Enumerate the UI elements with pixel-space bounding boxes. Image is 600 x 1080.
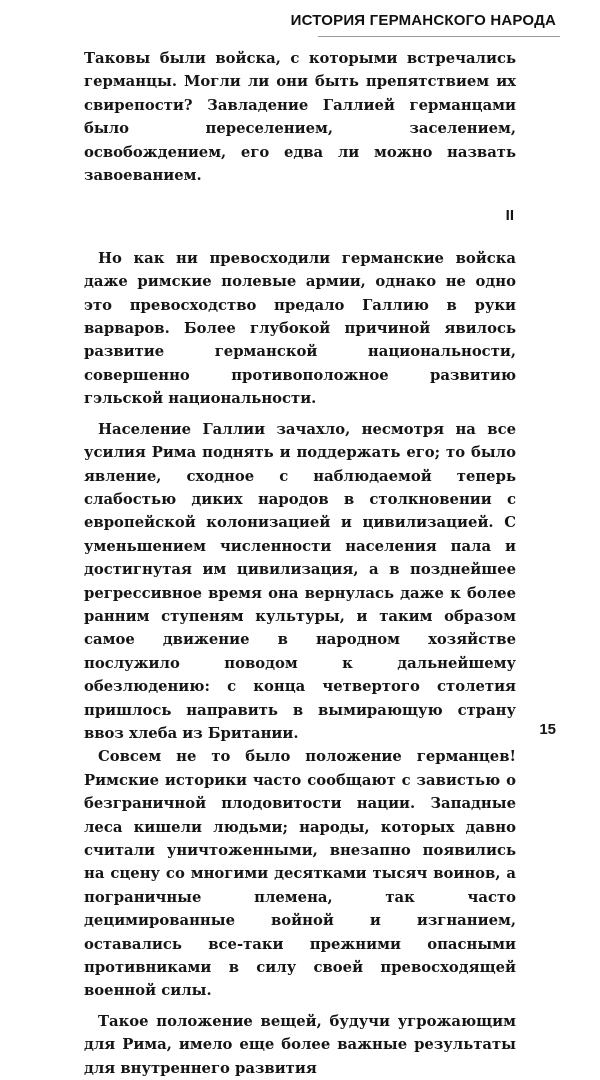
page-number: 15 — [539, 721, 556, 738]
paragraph-gap — [84, 411, 516, 418]
paragraph: Население Галлии зачахло, несмотря на все усилия Рима поднять и поддержать его; то было явление, сходное с наблюдаемой теперь слабостью диких народов в столкновении с европейской колонизацией и цивилизацией. С уменьшением численности населения пала и достигнутая им цивилизация, а в позднейшее регрессивное время она вернулась даже к более ранним ступеням культуры, и таким образом самое движение в народном хозяйстве послужило поводом к дальнейшему обезлюдению: с конца четвертого столетия пришлось направить в вымирающую страну ввоз хлеба из Британии. — [84, 420, 516, 742]
header-divider — [318, 36, 560, 37]
paragraph: Такое положение вещей, будучи угрожающим для Рима, имело еще более важные результаты для внутреннего развития — [84, 1012, 516, 1077]
paragraph: Таковы были войска, с которыми встречались германцы. Могли ли они быть препятствием их свирепости? Завладение Галлией германцами было переселением, заселением, освобождением, его едва ли можно назвать завоеванием. — [84, 50, 516, 185]
page-body — [84, 47, 516, 1080]
paragraph: Совсем не то было положение германцев! Римские историки часто сообщают с завистью о безграничной плодовитости нации. Западные леса кишели людьми; народы, которых давно считали уничтоженными, внезапно появились на сцену со многими десятками тысяч воинов, а пограничные племена, так часто децимированные войной и изгнанием, оставались все-таки прежними опасными противниками в силу своей превосходящей военной силы. — [84, 748, 516, 1000]
section-number: II — [505, 207, 514, 225]
paragraph-gap — [84, 1003, 516, 1010]
running-header: ИСТОРИЯ ГЕРМАНСКОГО НАРОДА — [290, 12, 556, 29]
paragraph: Но как ни превосходили германские войска даже римские полевые армии, однако не одно это превосходство предало Галлию в руки варваров. Более глубокой причиной явилось развитие германской национальности, совершенно противоположное развитию гэльской национальности. — [84, 249, 516, 408]
